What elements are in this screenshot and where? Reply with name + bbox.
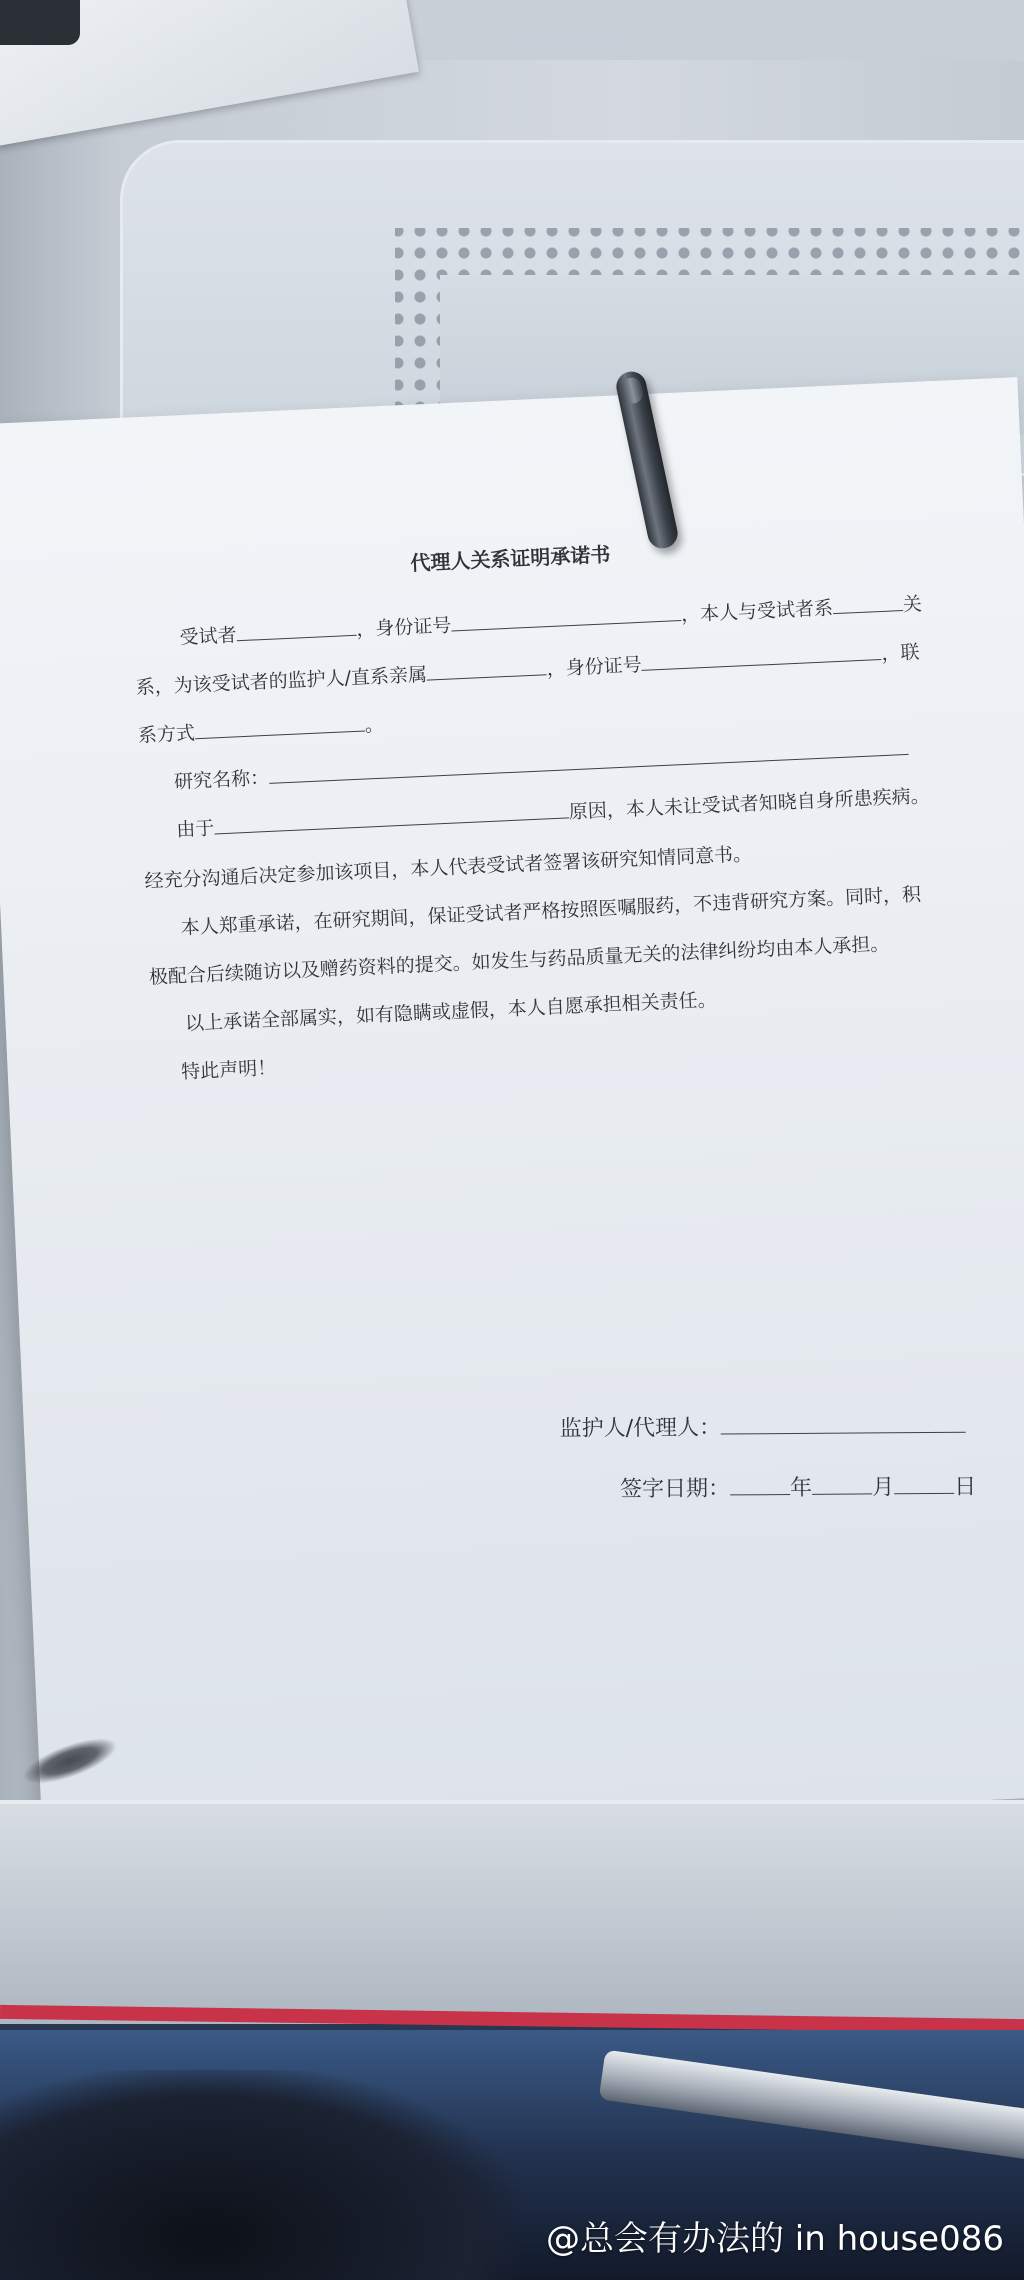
day-label: 日 [954, 1474, 977, 1500]
study-name-blank[interactable] [268, 736, 908, 784]
subject-id-blank[interactable] [451, 602, 682, 631]
day-blank[interactable] [894, 1471, 954, 1494]
document-body [130, 521, 1004, 1106]
month-label: 月 [872, 1475, 895, 1501]
consent-paragraph: 经充分沟通后决定参加该项目，本人代表受试者签署该研究知情同意书。 [144, 843, 753, 893]
year-label: 年 [790, 1475, 813, 1501]
subject-name-blank[interactable] [236, 617, 357, 641]
year-blank[interactable] [730, 1472, 790, 1495]
guardian-id-blank[interactable] [641, 641, 882, 671]
contact-suffix: ，联 [880, 641, 920, 665]
month-blank[interactable] [812, 1471, 872, 1494]
background-dark-corner [0, 0, 80, 45]
truth-paragraph: 以上承诺全部属实，如有隐瞒或虚假，本人自愿承担相关责任。 [184, 988, 718, 1035]
guardian-text: 系，为该受试者的监护人/直系亲属 [135, 663, 428, 699]
signer-row [560, 1408, 1020, 1442]
subject-id-label: ，身份证号 [355, 614, 452, 641]
relation-suffix: 关 [902, 593, 923, 616]
contact-label: 系方式 [137, 722, 196, 747]
floor-shadow [0, 2070, 520, 2280]
date-row [560, 1469, 1020, 1503]
reason-suffix: 原因，本人未让受试者知晓自身所患疾病。 [568, 784, 931, 824]
signer-blank[interactable] [721, 1410, 966, 1435]
guardian-id-label: ，身份证号 [546, 653, 643, 681]
tray-front-lip [0, 1800, 1024, 2024]
document-title: 代理人关系证明承诺书 [409, 542, 611, 576]
signature-block [560, 1408, 1021, 1533]
relation-blank[interactable] [832, 592, 903, 614]
contact-blank[interactable] [194, 713, 365, 740]
guardian-name-blank[interactable] [426, 656, 547, 680]
study-name-label: 研究名称： [173, 766, 270, 794]
promise-paragraph-line-1: 本人郑重承诺，在研究期间，保证受试者严格按照医嘱服药，不违背研究方案。同时，积 [180, 883, 922, 940]
reason-blank[interactable] [214, 799, 569, 834]
date-label: 签字日期： [620, 1476, 731, 1503]
subject-label: 受试者 [179, 624, 238, 649]
relation-label: ，本人与受试者系 [680, 597, 834, 627]
contact-end: 。 [364, 713, 385, 737]
signer-label: 监护人/代理人： [559, 1415, 722, 1442]
declaration-text: 特此声明！ [180, 1056, 277, 1084]
promise-paragraph-line-2: 极配合后续随访以及赠药资料的提交。如发生与药品质量无关的法律纠纷均由本人承担。 [148, 932, 890, 989]
watermark-text: @总会有办法的 in house086 [545, 2219, 1004, 2259]
reason-prefix: 由于 [175, 817, 215, 842]
